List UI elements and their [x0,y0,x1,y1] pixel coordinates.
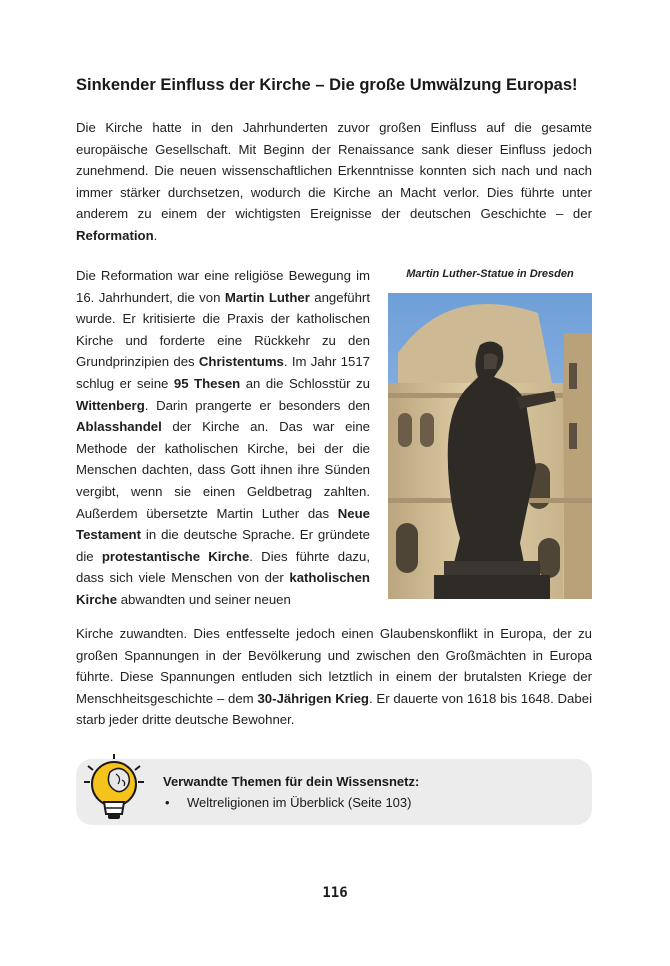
text-span: an die Schlosstür zu [240,375,370,391]
bold-term: Reformation [76,227,154,243]
bold-term: 95 Thesen [173,375,241,391]
lightbulb-brain-icon [78,752,150,832]
related-topics-title: Verwandte Themen für dein Wissensnetz: [163,774,420,789]
bold-term: Martin Luther [224,289,310,305]
text-span: Kirche zuwandten. Dies entfesselte jedoch einen Glaubenskonflikt in Europa, der zu großen Spannungen in der Bevölkerung und zwischen den Großmächten in Europa führte. Diese Spannungen entluden sich letztlich in einem der brutalsten Kriege der Menschheitsgeschichte – dem [76,626,592,706]
text-span: Die Kirche hatte in den Jahrhunderten zuvor großen Einfluss auf die gesamte europäische Gesellschaft. Mit Beginn der Renaissance sank dieser Einfluss jedoch zunehmend. Die neuen wissenschaftlichen Erkenntnisse konnten sich nach und nach immer stärker durchsetzen, wodurch die Kirche an Macht verlor. Dies führte unter anderem zu einem der wichtigsten Ereignisse der deutschen Geschichte – der [76,120,592,222]
luther-statue-photo [388,293,592,599]
bold-term: katholischen Kirche [76,570,370,607]
paragraph-reformation [76,265,370,611]
page-title: Sinkender Einfluss der Kirche – Die große Umwälzung Europas! [76,76,578,94]
text-span: in die deutsche Sprache. Er gründete die [76,527,370,564]
text-span: angeführt wurde. Er kritisierte die Praxis der katholischen Kirche und forderte eine Rückkehr zu den Grundprinzipien des [76,289,370,370]
bold-term: 30-Jährigen Krieg [257,690,369,706]
text-span: . Dies führte dazu, dass sich viele Menschen von der [76,548,370,586]
text-span: . Er dauerte von 1618 bis 1648. Dabei starb jeder dritte deutsche Bewohner. [76,690,592,728]
page-number: 116 [322,885,348,901]
text-span: der Kirche an. Das war eine Methode der katholischen Kirche, bei der die Menschen dachten, dass Gott ihnen ihre Sünden vergibt, wenn sie einen Geldbetrag zahlten. Außerdem übersetzte Martin Luther das [76,419,370,521]
text-span: . Darin prangerte er besonders den [144,397,370,413]
related-topic-label: Weltreligionen im Überblick (Seite 103) [187,795,412,810]
bold-term: Neue Testament [76,505,370,543]
paragraph-consequences [76,623,592,731]
text-span: . [153,227,158,243]
bold-term: Ablasshandel [76,419,162,435]
bold-term: Wittenberg [76,397,145,413]
bullet: • [165,795,170,810]
bold-term: Christentums [198,354,284,370]
related-topic-item[interactable] [165,795,411,810]
paragraph-intro [76,117,592,247]
text-span: Die Reformation war eine religiöse Bewegung im 16. Jahrhundert, die von [76,268,370,305]
bold-term: protestantische Kirche [101,548,250,564]
figure-caption: Martin Luther-Statue in Dresden [406,268,574,280]
text-span: . Im Jahr 1517 schlug er seine [76,354,370,391]
statue-illustration [388,293,592,599]
text-span: abwandten und seiner neuen [117,591,291,607]
related-topics-box [76,759,592,825]
